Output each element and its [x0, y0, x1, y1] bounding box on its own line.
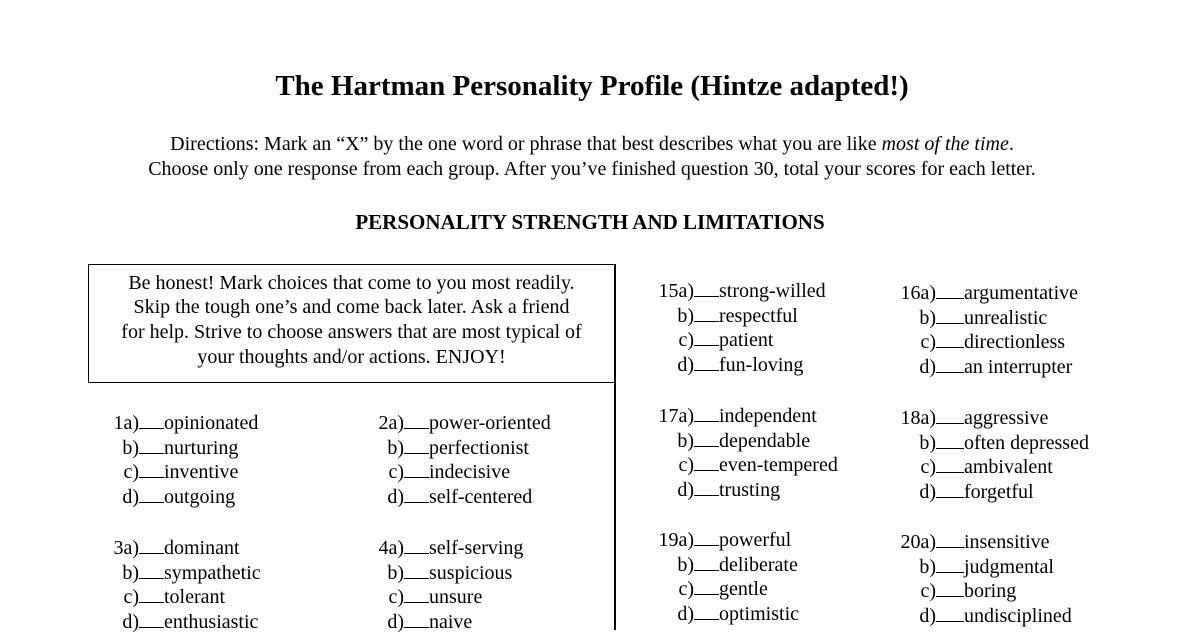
answer-blank[interactable]	[694, 601, 719, 620]
answer-blank[interactable]	[936, 329, 964, 348]
option-letter: a)	[678, 280, 694, 302]
answer-text: inventive	[164, 461, 239, 484]
answer-option	[894, 578, 1072, 603]
option-letter: d)	[387, 610, 404, 633]
answer-blank[interactable]	[694, 477, 719, 496]
answer-option	[648, 477, 838, 502]
option-label	[100, 610, 139, 634]
answer-text: unrealistic	[964, 306, 1048, 329]
option-letter: b)	[387, 436, 404, 459]
answer-blank[interactable]	[404, 609, 429, 628]
answer-blank[interactable]	[694, 403, 719, 422]
tip-line-4: your thoughts and/or actions. ENJOY!	[197, 346, 506, 368]
option-label	[365, 585, 404, 610]
answer-text: enthusiastic	[164, 610, 259, 633]
option-label	[648, 577, 694, 602]
answer-blank[interactable]	[936, 479, 964, 498]
answer-blank[interactable]	[936, 529, 964, 548]
answer-blank[interactable]	[936, 554, 964, 573]
answer-text: nurturing	[164, 436, 239, 459]
option-label	[100, 561, 139, 586]
question-number: 2	[378, 412, 389, 434]
option-label	[648, 429, 694, 454]
answer-blank[interactable]	[936, 405, 964, 424]
answer-blank[interactable]	[936, 578, 964, 597]
answer-blank[interactable]	[694, 452, 719, 471]
answer-text: aggressive	[964, 407, 1049, 429]
question-17	[648, 403, 838, 501]
option-label	[894, 555, 936, 580]
answer-blank[interactable]	[139, 484, 164, 503]
option-letter: a)	[920, 407, 936, 429]
option-label	[648, 553, 694, 578]
option-letter: d)	[919, 604, 936, 627]
option-letter: d)	[122, 610, 139, 633]
answer-option	[894, 603, 1072, 628]
answer-text: deliberate	[719, 553, 798, 576]
answer-blank[interactable]	[694, 352, 719, 371]
question-3	[100, 535, 261, 633]
answer-blank[interactable]	[139, 609, 164, 628]
answer-option	[365, 560, 523, 585]
answer-option	[100, 435, 258, 460]
answer-blank[interactable]	[404, 535, 429, 554]
answer-blank[interactable]	[404, 560, 429, 579]
answer-blank[interactable]	[404, 584, 429, 603]
tip-line-3: for help. Strive to choose answers that are most typical of	[121, 321, 582, 343]
answer-text: trusting	[719, 478, 781, 501]
answer-text: self-centered	[429, 485, 533, 508]
answer-text: argumentative	[964, 282, 1079, 304]
answer-text: even-tempered	[719, 454, 838, 477]
option-label	[365, 485, 404, 510]
option-letter: c)	[123, 586, 139, 609]
question-number: 3	[113, 537, 124, 559]
question-number: 4	[378, 537, 389, 559]
answer-text: directionless	[964, 331, 1066, 354]
answer-text: insensitive	[964, 531, 1050, 553]
answer-text: powerful	[719, 529, 792, 551]
option-label	[100, 460, 139, 485]
answer-option	[365, 535, 523, 560]
answer-option	[100, 560, 261, 585]
answer-blank[interactable]	[139, 535, 164, 554]
answer-option	[100, 584, 261, 609]
answer-option	[365, 459, 551, 484]
answer-option	[894, 454, 1089, 479]
directions-line-1-end: .	[1008, 133, 1014, 155]
option-label	[894, 330, 936, 355]
option-label	[100, 536, 139, 561]
answer-text: judgmental	[964, 555, 1054, 578]
answer-blank[interactable]	[694, 278, 719, 297]
question-number: 18	[900, 407, 921, 429]
option-letter: b)	[677, 553, 694, 576]
answer-text: indecisive	[429, 461, 511, 484]
option-letter: c)	[388, 586, 404, 609]
question-2	[365, 410, 551, 508]
answer-option	[648, 327, 826, 352]
option-label	[648, 602, 694, 627]
option-letter: d)	[677, 353, 694, 376]
answer-option	[100, 484, 258, 509]
option-label	[365, 460, 404, 485]
answer-text: fun-loving	[719, 353, 804, 376]
directions-emphasis: most of the time	[881, 133, 1009, 155]
answer-text: strong-willed	[719, 280, 826, 302]
answer-blank[interactable]	[936, 603, 964, 622]
option-letter: d)	[919, 355, 936, 378]
answer-option	[894, 529, 1072, 554]
answer-option	[365, 484, 551, 509]
option-letter: c)	[678, 329, 694, 352]
option-label	[648, 304, 694, 329]
option-label	[894, 579, 936, 604]
answer-blank[interactable]	[694, 327, 719, 346]
option-letter: b)	[387, 561, 404, 584]
answer-text: boring	[964, 580, 1017, 603]
answer-option	[894, 430, 1089, 455]
answer-text: perfectionist	[429, 436, 529, 459]
question-18	[894, 405, 1089, 503]
answer-option	[648, 428, 838, 453]
option-label	[100, 436, 139, 461]
answer-text: suspicious	[429, 561, 513, 584]
answer-blank[interactable]	[139, 584, 164, 603]
answer-blank[interactable]	[936, 280, 964, 299]
question-19	[648, 527, 799, 625]
question-number: 1	[113, 412, 124, 434]
question-4	[365, 535, 523, 633]
answer-option	[365, 410, 551, 435]
answer-option	[648, 601, 799, 626]
option-label	[648, 353, 694, 378]
option-letter: d)	[919, 480, 936, 503]
answer-blank[interactable]	[139, 560, 164, 579]
option-letter: c)	[920, 331, 936, 354]
answer-text: unsure	[429, 586, 483, 609]
option-label	[894, 306, 936, 331]
answer-option	[648, 576, 799, 601]
answer-text: naive	[429, 610, 473, 633]
section-subtitle: PERSONALITY STRENGTH AND LIMITATIONS	[355, 210, 825, 234]
option-letter: a)	[678, 405, 694, 427]
option-letter: d)	[677, 602, 694, 625]
option-label	[894, 281, 936, 306]
answer-blank[interactable]	[139, 459, 164, 478]
answer-text: gentle	[719, 578, 768, 601]
option-letter: a)	[123, 537, 139, 559]
answer-option	[648, 352, 826, 377]
answer-text: patient	[719, 329, 774, 352]
answer-text: optimistic	[719, 602, 799, 625]
answer-option	[365, 584, 523, 609]
answer-text: an interrupter	[964, 355, 1073, 378]
option-letter: c)	[920, 580, 936, 603]
answer-blank[interactable]	[694, 576, 719, 595]
answer-text: respectful	[719, 304, 798, 327]
answer-text: dependable	[719, 429, 811, 452]
option-letter: b)	[122, 436, 139, 459]
option-label	[648, 279, 694, 304]
answer-option	[100, 535, 261, 560]
answer-option	[648, 403, 838, 428]
answer-text: undisciplined	[964, 604, 1072, 627]
option-label	[648, 453, 694, 478]
option-letter: c)	[920, 456, 936, 479]
option-letter: b)	[122, 561, 139, 584]
answer-text: dominant	[164, 537, 240, 559]
question-number: 16	[900, 282, 921, 304]
option-label	[894, 455, 936, 480]
tip-line-1: Be honest! Mark choices that come to you most readily.	[128, 272, 575, 294]
option-letter: d)	[677, 478, 694, 501]
option-letter: a)	[388, 412, 404, 434]
answer-blank[interactable]	[936, 454, 964, 473]
option-letter: c)	[678, 454, 694, 477]
answer-option	[648, 452, 838, 477]
question-16	[894, 280, 1078, 378]
question-1	[100, 410, 258, 508]
answer-option	[894, 554, 1072, 579]
option-label	[648, 404, 694, 429]
option-label	[648, 328, 694, 353]
option-letter: a)	[123, 412, 139, 434]
document-title: The Hartman Personality Profile (Hintze adapted!)	[275, 70, 909, 102]
option-label	[365, 436, 404, 461]
answer-option	[894, 405, 1089, 430]
answer-blank[interactable]	[139, 410, 164, 429]
answer-text: self-serving	[429, 537, 524, 559]
option-label	[648, 478, 694, 503]
directions-line-1	[0, 132, 1184, 156]
answer-blank[interactable]	[694, 303, 719, 322]
answer-text: ambivalent	[964, 456, 1053, 479]
option-letter: b)	[919, 431, 936, 454]
answer-option	[894, 479, 1089, 504]
question-number: 20	[900, 531, 921, 553]
answer-blank[interactable]	[139, 435, 164, 454]
option-label	[894, 480, 936, 505]
option-letter: a)	[388, 537, 404, 559]
option-label	[100, 411, 139, 436]
option-letter: c)	[123, 461, 139, 484]
option-letter: b)	[677, 429, 694, 452]
option-letter: a)	[920, 282, 936, 304]
answer-option	[648, 303, 826, 328]
answer-option	[100, 410, 258, 435]
answer-blank[interactable]	[404, 484, 429, 503]
option-letter: b)	[919, 555, 936, 578]
answer-option	[894, 280, 1078, 305]
question-15	[648, 278, 826, 376]
option-letter: c)	[678, 578, 694, 601]
option-label	[365, 411, 404, 436]
option-label	[894, 530, 936, 555]
question-number: 17	[658, 405, 679, 427]
option-label	[894, 604, 936, 629]
option-label	[894, 355, 936, 380]
option-letter: a)	[920, 531, 936, 553]
question-number: 15	[658, 280, 679, 302]
answer-blank[interactable]	[936, 305, 964, 324]
answer-option	[894, 354, 1078, 379]
answer-blank[interactable]	[694, 552, 719, 571]
answer-text: tolerant	[164, 586, 226, 609]
option-label	[894, 431, 936, 456]
option-label	[365, 536, 404, 561]
option-letter: b)	[919, 306, 936, 329]
answer-blank[interactable]	[936, 430, 964, 449]
option-letter: a)	[678, 529, 694, 551]
option-label	[365, 561, 404, 586]
answer-option	[894, 305, 1078, 330]
answer-option	[100, 459, 258, 484]
option-label	[894, 406, 936, 431]
answer-option	[648, 552, 799, 577]
answer-option	[365, 435, 551, 460]
tip-line-2: Skip the tough one’s and come back later. Ask a friend	[133, 296, 570, 318]
option-label	[648, 528, 694, 553]
option-label	[365, 610, 404, 634]
answer-option	[894, 329, 1078, 354]
answer-text: power-oriented	[429, 412, 551, 434]
question-20	[894, 529, 1072, 627]
answer-text: forgetful	[964, 480, 1034, 503]
option-letter: d)	[387, 485, 404, 508]
answer-blank[interactable]	[936, 354, 964, 373]
option-label	[100, 485, 139, 510]
column-divider	[614, 264, 616, 630]
answer-text: outgoing	[164, 485, 236, 508]
answer-blank[interactable]	[404, 410, 429, 429]
option-letter: c)	[388, 461, 404, 484]
question-number: 19	[658, 529, 679, 551]
answer-text: often depressed	[964, 431, 1089, 454]
answer-text: sympathetic	[164, 561, 261, 584]
answer-option	[648, 278, 826, 303]
option-letter: b)	[677, 304, 694, 327]
option-letter: d)	[122, 485, 139, 508]
answer-blank[interactable]	[404, 435, 429, 454]
directions-line-2: Choose only one response from each group. After you’ve finished question 30, total your scores for each letter.	[148, 158, 1036, 180]
option-label	[100, 585, 139, 610]
answer-text: opinionated	[164, 412, 259, 434]
directions-line-1-start: Directions: Mark an “X” by the one word or phrase that best describes what you are like	[170, 133, 882, 155]
answer-option	[648, 527, 799, 552]
answer-text: independent	[719, 405, 817, 427]
answer-blank[interactable]	[694, 527, 719, 546]
answer-blank[interactable]	[694, 428, 719, 447]
answer-blank[interactable]	[404, 459, 429, 478]
